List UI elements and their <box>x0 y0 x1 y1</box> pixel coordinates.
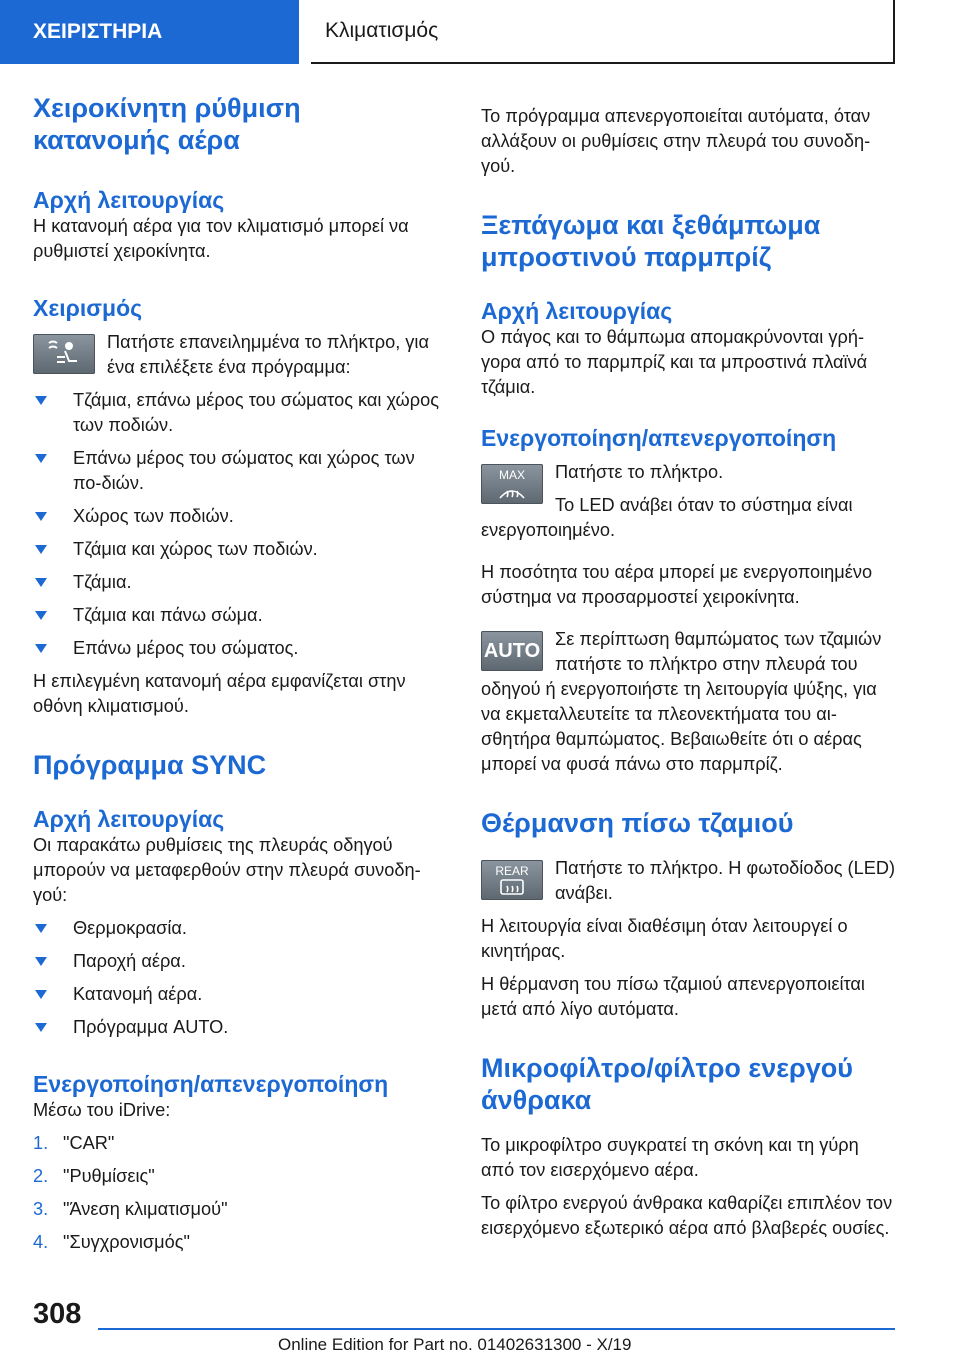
list-item-text: Τζάμια και χώρος των ποδιών. <box>73 539 318 559</box>
filter-title: Μικροφίλτρο/φίλτρο ενεργού άνθρακα <box>481 1053 853 1115</box>
rear-label: REAR <box>495 863 529 878</box>
list-item <box>33 603 445 628</box>
triangle-bullet-icon <box>35 545 47 554</box>
list-item <box>33 570 445 595</box>
activation-text: Μέσω του iDrive: <box>33 1100 171 1120</box>
operation-row <box>33 330 445 380</box>
step-text: "Συγχρονισμός" <box>63 1232 190 1252</box>
sync-off-text: Το πρόγραμμα απενεργοποιείται αυτόματα, όταν αλλάξουν οι ρυθμίσεις στην πλευρά του συνοδη-γού. <box>481 106 871 176</box>
principle-text: Η κατανομή αέρα για τον κλιματισμό μπορεί να ρυθμιστεί χειροκίνητα. <box>33 216 409 261</box>
list-item-text: Κατανομή αέρα. <box>73 984 203 1004</box>
list-item <box>33 982 445 1007</box>
step-text: "Άνεση κλιματισμού" <box>63 1199 228 1219</box>
left-column <box>33 92 445 1255</box>
list-item <box>33 388 445 438</box>
step-item <box>33 1131 445 1156</box>
list-item <box>33 949 445 974</box>
manual-distribution-title: Χειροκίνητη ρύθμιση κατανομής αέρα <box>33 93 301 155</box>
list-item <box>33 1015 445 1040</box>
max-row <box>481 460 895 543</box>
step-item <box>33 1164 445 1189</box>
step-text: "CAR" <box>63 1133 115 1153</box>
air-distribution-button-icon <box>33 334 95 374</box>
idrive-steps <box>33 1131 445 1255</box>
list-item-text: Τζάμια και πάνω σώμα. <box>73 605 263 625</box>
step-number: 1. <box>33 1133 49 1153</box>
defrost-text: Ο πάγος και το θάμπωμα απομακρύνονται γρή-γορα από το παρμπρίζ και τα μπροστινά πλαϊνά τζάμια. <box>481 327 868 397</box>
triangle-bullet-icon <box>35 957 47 966</box>
list-item-text: Παροχή αέρα. <box>73 951 186 971</box>
list-item-text: Επάνω μέρος του σώματος. <box>73 638 299 658</box>
triangle-bullet-icon <box>35 1023 47 1032</box>
rear-available-text: Η λειτουργία είναι διαθέσιμη όταν λειτουργεί ο κινητήρας. <box>481 916 848 961</box>
list-item-text: Επάνω μέρος του σώματος και χώρος των πο-διών. <box>73 448 415 493</box>
triangle-bullet-icon <box>35 611 47 620</box>
list-item-text: Χώρος των ποδιών. <box>73 506 234 526</box>
list-item-text: Θερμοκρασία. <box>73 918 187 938</box>
defrost-title: Ξεπάγωμα και ξεθάμπωμα μπροστινού παρμπρίζ <box>481 210 821 272</box>
activation-heading: Ενεργοποίηση/απενεργοποίηση <box>33 1071 389 1097</box>
principle-heading: Αρχή λειτουργίας <box>33 187 225 213</box>
auto-row <box>481 627 895 777</box>
step-number: 3. <box>33 1199 49 1219</box>
max-label: MAX <box>498 467 525 482</box>
selected-distribution-text: Η επιλεγμένη κατανομή αέρα εμφανίζεται στην οθόνη κλιματισμού. <box>33 671 406 716</box>
triangle-bullet-icon <box>35 924 47 933</box>
triangle-bullet-icon <box>35 512 47 521</box>
auto-button-icon: AUTO <box>481 631 543 671</box>
list-item <box>33 537 445 562</box>
sync-title: Πρόγραμμα SYNC <box>33 750 267 780</box>
triangle-bullet-icon <box>35 644 47 653</box>
rear-auto-off-text: Η θέρμανση του πίσω τζαμιού απενεργοποιείται μετά από λίγο αυτόματα. <box>481 974 865 1019</box>
rear-row <box>481 856 895 906</box>
air-amount-text: Η ποσότητα του αέρα μπορεί με ενεργοποιημένο σύστημα να προσαρμοστεί χειροκίνητα. <box>481 562 873 607</box>
windshield-defrost-icon <box>497 482 527 500</box>
auto-text: Σε περίπτωση θαμπώματος των τζαμιών πατήστε το πλήκτρο στην πλευρά του οδηγού ή ενεργοποιήστε τη λειτουργία ψύξης, για να εκμεταλλευτείτε τα πλεονεκτήματα του αι-σθητήρα θαμπώματος. Βεβαιωθείτε ότι ο αέρας μπορεί να φυσά πάνω στο παρμπρίζ. <box>481 629 882 774</box>
list-item-text: Πρόγραμμα AUTO. <box>73 1017 229 1037</box>
triangle-bullet-icon <box>35 454 47 463</box>
max-press-text: Πατήστε το πλήκτρο. <box>555 462 724 482</box>
footer-divider <box>98 1328 895 1330</box>
section-title: Κλιματισμός <box>311 0 895 64</box>
page-number: 308 <box>33 1298 82 1330</box>
filter-text-2: Το φίλτρο ενεργού άνθρακα καθαρίζει επιπλέον τον εισερχόμενο εξωτερικό αέρα από βλαβερές ουσίες. <box>481 1193 893 1238</box>
step-number: 4. <box>33 1232 49 1252</box>
list-item <box>33 446 445 496</box>
list-item <box>33 504 445 529</box>
step-text: "Ρυθμίσεις" <box>63 1166 155 1186</box>
footer-edition: Online Edition for Part no. 01402631300 - X/19 <box>278 1335 632 1354</box>
defrost-principle-heading: Αρχή λειτουργίας <box>481 298 673 324</box>
rear-defrost-button-icon <box>481 860 543 900</box>
program-list <box>33 388 445 661</box>
max-led-text: Το LED ανάβει όταν το σύστημα είναι ενεργοποιημένο. <box>481 495 853 540</box>
sync-text: Οι παρακάτω ρυθμίσεις της πλευράς οδηγού μπορούν να μεταφερθούν στην πλευρά συνοδη-γού: <box>33 835 421 905</box>
sync-principle-heading: Αρχή λειτουργίας <box>33 806 225 832</box>
triangle-bullet-icon <box>35 396 47 405</box>
operation-text: Πατήστε επανειλημμένα το πλήκτρο, για ένα επιλέξετε ένα πρόγραμμα: <box>107 332 429 377</box>
rear-window-heat-icon <box>497 878 527 896</box>
rear-window-title: Θέρμανση πίσω τζαμιού <box>481 808 794 838</box>
triangle-bullet-icon <box>35 578 47 587</box>
header-tab: ΧΕΙΡΙΣΤΗΡΙΑ <box>0 0 299 64</box>
max-defrost-button-icon <box>481 464 543 504</box>
filter-text-1: Το μικροφίλτρο συγκρατεί τη σκόνη και τη γύρη από τον εισερχόμενο αέρα. <box>481 1135 859 1180</box>
operation-heading: Χειρισμός <box>33 295 143 321</box>
defrost-activation-heading: Ενεργοποίηση/απενεργοποίηση <box>481 425 837 451</box>
sync-list <box>33 916 445 1040</box>
rear-press-text: Πατήστε το πλήκτρο. Η φωτοδίοδος (LED) ανάβει. <box>555 858 896 903</box>
triangle-bullet-icon <box>35 990 47 999</box>
step-number: 2. <box>33 1166 49 1186</box>
step-item <box>33 1230 445 1255</box>
list-item <box>33 636 445 661</box>
air-distribution-icon <box>43 339 85 369</box>
list-item-text: Τζάμια. <box>73 572 132 592</box>
list-item-text: Τζάμια, επάνω μέρος του σώματος και χώρος των ποδιών. <box>73 390 439 435</box>
step-item <box>33 1197 445 1222</box>
right-column <box>481 92 895 1241</box>
list-item <box>33 916 445 941</box>
